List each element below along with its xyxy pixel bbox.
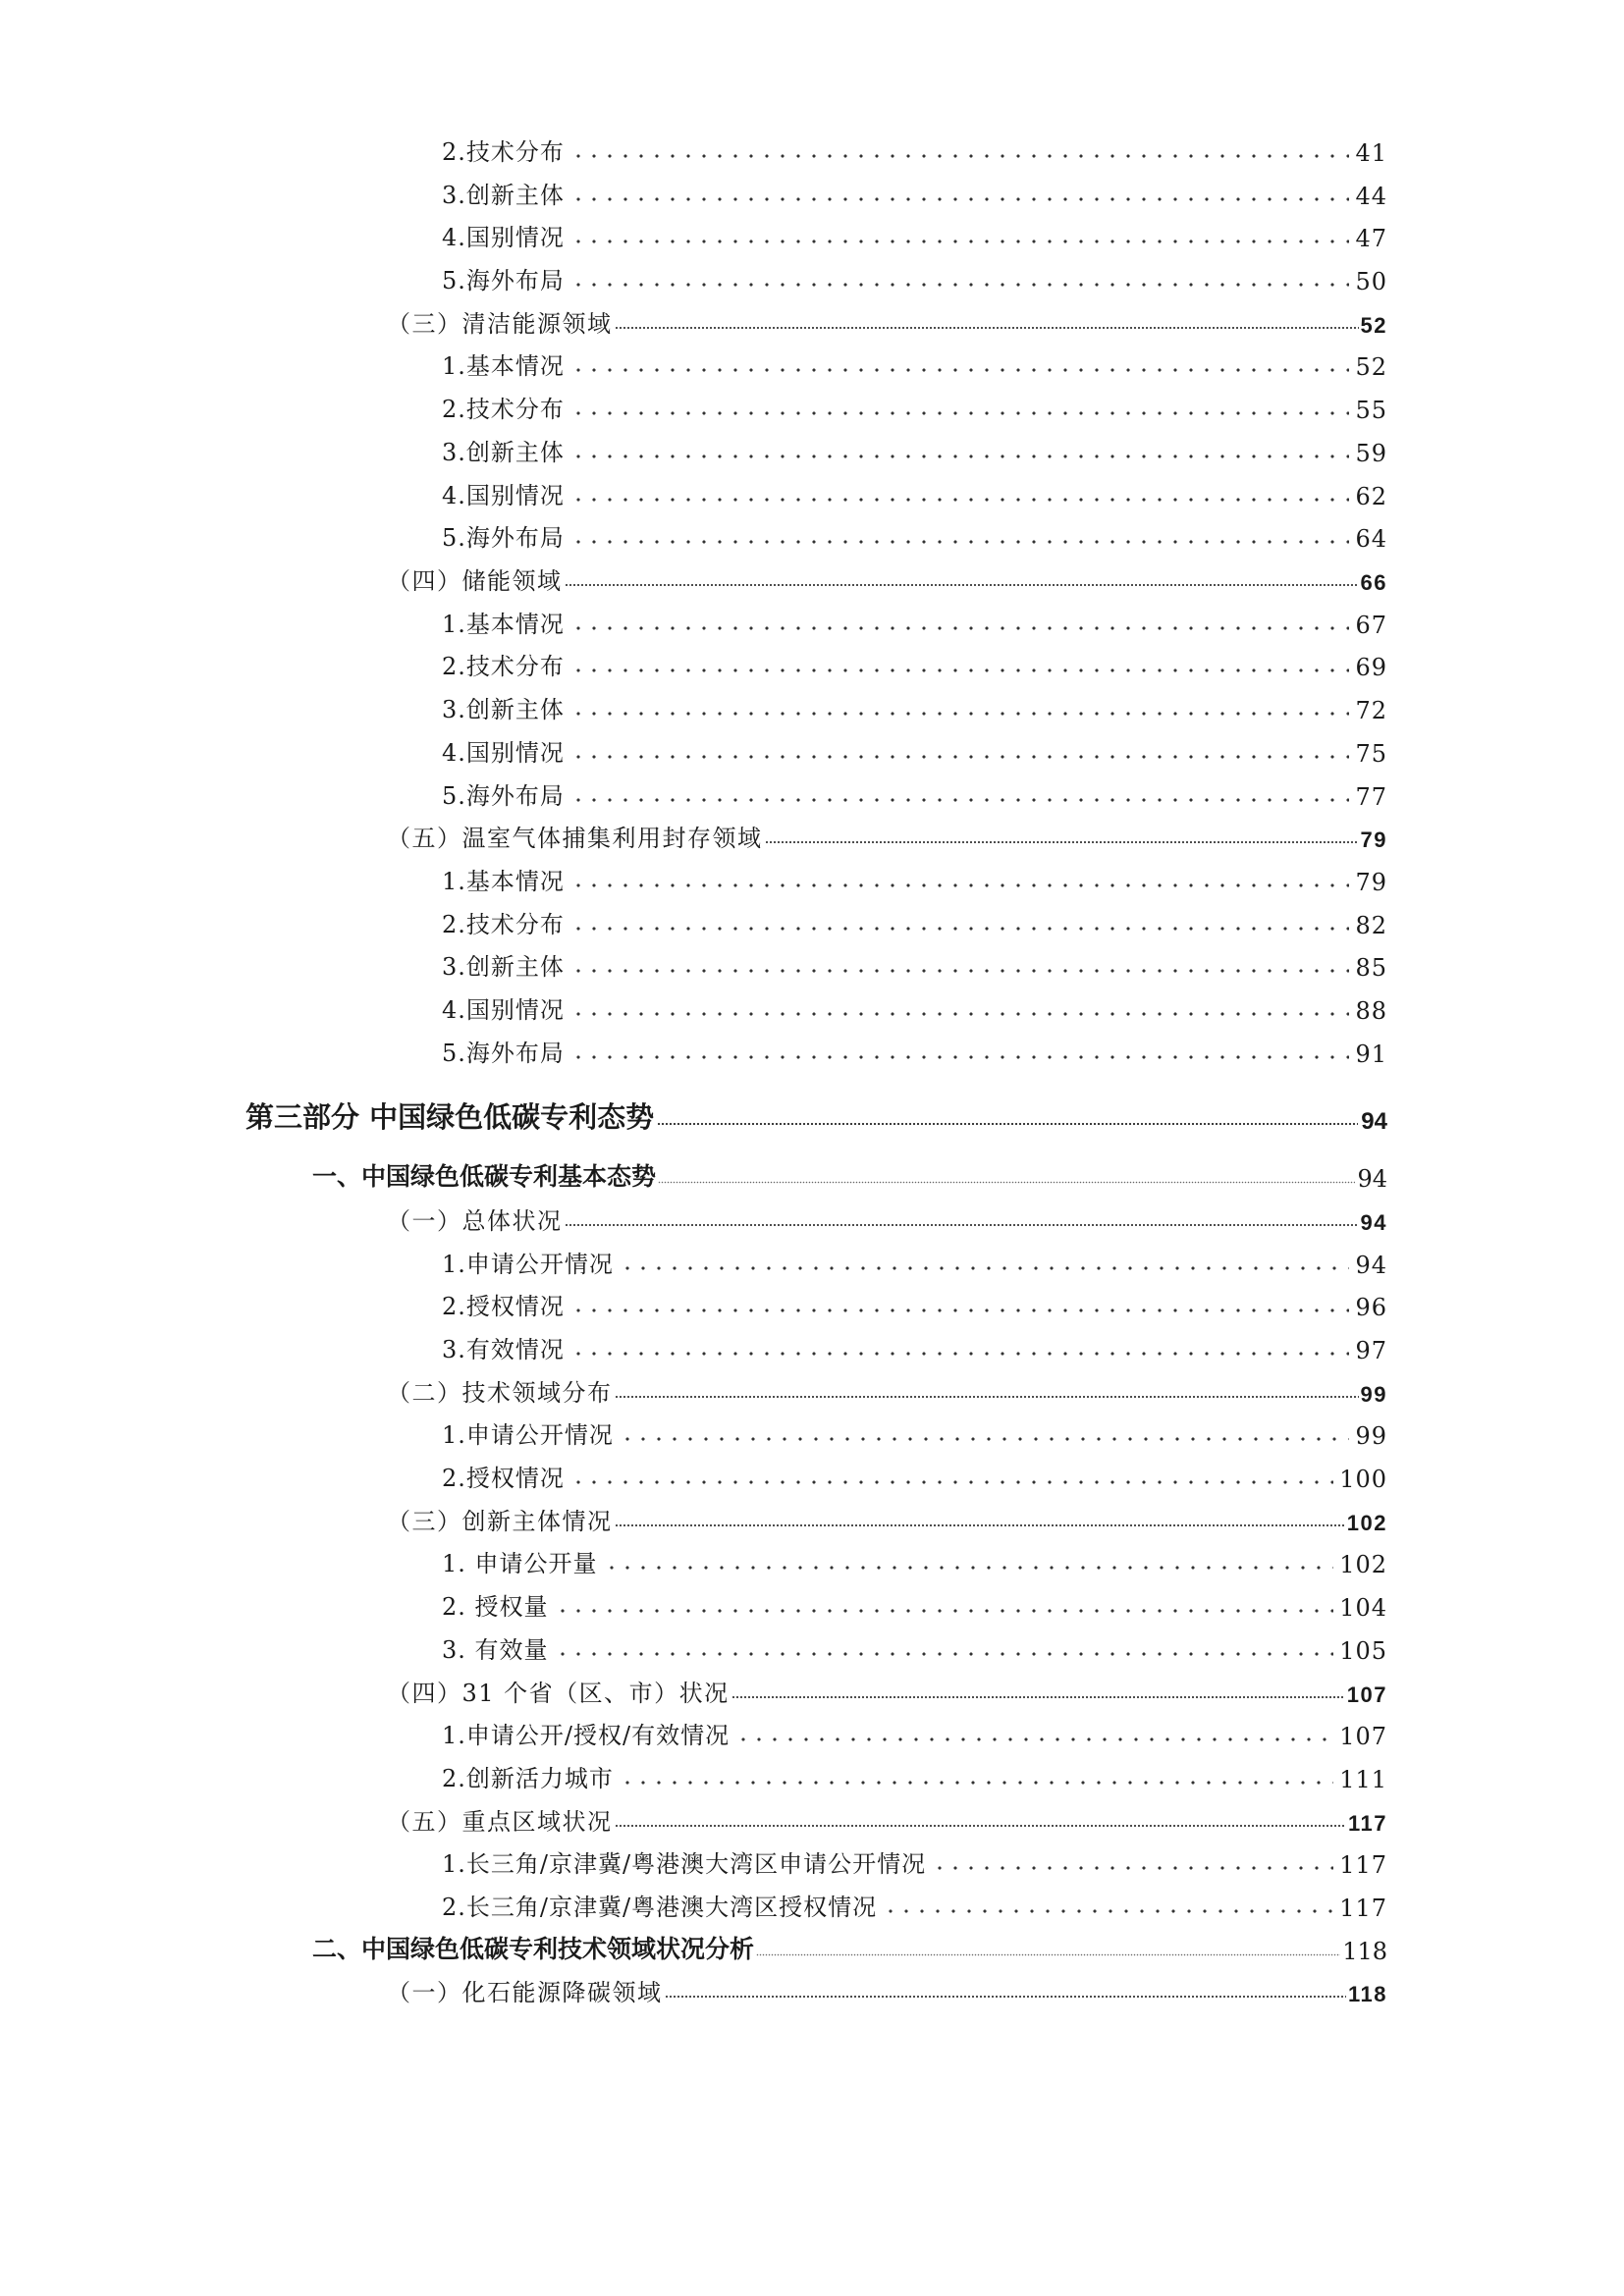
- toc-entry-title: 3. 有效量: [442, 1636, 549, 1664]
- toc-entry[interactable]: [442, 1711, 1387, 1750]
- dot-leader: [570, 454, 1350, 458]
- toc-entry[interactable]: [442, 385, 1387, 424]
- toc-entry[interactable]: [442, 1883, 1387, 1922]
- toc-entry-page-number: 59: [1355, 440, 1387, 467]
- toc-entry-page-number: 94: [1355, 1252, 1387, 1279]
- toc-entry-page-number: 75: [1355, 740, 1387, 768]
- toc-entry[interactable]: [387, 557, 1387, 596]
- dot-leader: [570, 411, 1350, 415]
- toc-entry-title: 2.技术分布: [442, 396, 565, 423]
- toc-entry-page-number: 77: [1355, 783, 1387, 811]
- dot-leader: [620, 1437, 1350, 1441]
- toc-entry-title: 二、中国绿色低碳专利技术领域状况分析: [312, 1936, 755, 1963]
- dot-leader: [570, 927, 1350, 931]
- toc-entry-page-number: 102: [1346, 1511, 1387, 1535]
- dot-leader: [932, 1866, 1333, 1870]
- dot-leader: [735, 1737, 1333, 1741]
- dot-leader: [570, 1352, 1350, 1356]
- dot-leader: [657, 1122, 1358, 1126]
- toc-entry-title: （五）温室气体捕集利用封存领域: [387, 825, 763, 852]
- toc-entry-title: 3.创新主体: [442, 696, 565, 723]
- toc-entry-page-number: 69: [1355, 654, 1387, 681]
- dot-leader: [620, 1781, 1333, 1785]
- toc-entry-page-number: 79: [1360, 828, 1387, 852]
- toc-entry[interactable]: [387, 1669, 1387, 1708]
- toc-entry[interactable]: [442, 1240, 1387, 1279]
- toc-entry-page-number: 117: [1339, 1895, 1387, 1922]
- toc-entry-page-number: 99: [1355, 1422, 1387, 1450]
- toc-entry-title: 2.授权情况: [442, 1293, 565, 1320]
- dot-leader: [570, 368, 1350, 372]
- toc-entry-title: 4.国别情况: [442, 739, 565, 767]
- toc-entry-page-number: 104: [1339, 1594, 1387, 1622]
- toc-entry-page-number: 52: [1355, 353, 1387, 381]
- toc-entry-page-number: 117: [1339, 1851, 1387, 1879]
- toc-entry[interactable]: [312, 1153, 1387, 1193]
- dot-leader: [620, 1266, 1350, 1270]
- toc-entry-page-number: 55: [1355, 397, 1387, 424]
- toc-entry[interactable]: [442, 1626, 1387, 1665]
- toc-entry[interactable]: [442, 986, 1387, 1025]
- dot-leader: [570, 197, 1350, 201]
- toc-entry-page-number: 97: [1355, 1337, 1387, 1364]
- toc-entry-page-number: 94: [1361, 1108, 1387, 1135]
- toc-entry[interactable]: [442, 1582, 1387, 1622]
- toc-entry-title: 3.创新主体: [442, 439, 565, 466]
- toc-entry-page-number: 96: [1355, 1294, 1387, 1321]
- toc-entry-title: 第三部分 中国绿色低碳专利态势: [245, 1100, 655, 1134]
- toc-entry[interactable]: [442, 600, 1387, 639]
- toc-entry[interactable]: [387, 1497, 1387, 1536]
- dot-leader: [615, 1395, 1359, 1399]
- toc-entry[interactable]: [442, 471, 1387, 510]
- dot-leader: [570, 668, 1350, 672]
- dot-leader: [565, 1223, 1359, 1227]
- toc-entry-title: 1.长三角/京津冀/粤港澳大湾区申请公开情况: [442, 1850, 927, 1878]
- dot-leader: [570, 626, 1350, 630]
- toc-entry[interactable]: [387, 299, 1387, 339]
- toc-entry-page-number: 47: [1355, 225, 1387, 252]
- toc-entry[interactable]: [442, 642, 1387, 681]
- toc-entry[interactable]: [387, 814, 1387, 853]
- dot-leader: [570, 712, 1350, 716]
- toc-entry-title: 1. 申请公开量: [442, 1550, 598, 1577]
- toc-entry-title: 2.长三角/京津冀/粤港澳大湾区授权情况: [442, 1894, 878, 1921]
- toc-entry-title: 2.技术分布: [442, 911, 565, 938]
- toc-entry-title: （二）技术领域分布: [387, 1379, 613, 1407]
- toc-entry[interactable]: [442, 1454, 1387, 1493]
- toc-entry[interactable]: [442, 342, 1387, 381]
- dot-leader: [570, 240, 1350, 243]
- toc-entry-title: 4.国别情况: [442, 482, 565, 509]
- toc-entry[interactable]: [442, 256, 1387, 295]
- toc-entry-page-number: 94: [1357, 1165, 1387, 1193]
- toc-entry-page-number: 52: [1360, 313, 1387, 338]
- toc-entry-title: 2.授权情况: [442, 1465, 565, 1492]
- toc-entry-page-number: 64: [1355, 525, 1387, 553]
- toc-entry[interactable]: [442, 857, 1387, 896]
- toc-entry[interactable]: [245, 1091, 1387, 1136]
- toc-entry-title: 1.申请公开情况: [442, 1251, 614, 1278]
- dot-leader: [604, 1566, 1334, 1570]
- dot-leader: [570, 1012, 1350, 1016]
- toc-entry[interactable]: [442, 1840, 1387, 1879]
- toc-entry[interactable]: [312, 1926, 1387, 1965]
- toc-entry-page-number: 41: [1355, 139, 1387, 167]
- dot-leader: [570, 798, 1350, 802]
- toc-entry-page-number: 62: [1355, 483, 1387, 510]
- toc-entry-page-number: 50: [1355, 268, 1387, 295]
- toc-entry-title: 2. 授权量: [442, 1593, 549, 1621]
- dot-leader: [555, 1609, 1334, 1613]
- toc-entry-title: 3.有效情况: [442, 1336, 565, 1363]
- toc-entry-title: 5.海外布局: [442, 782, 565, 810]
- toc-entry-title: （一）化石能源降碳领域: [387, 1979, 663, 2006]
- toc-entry[interactable]: [387, 1197, 1387, 1236]
- toc-entry-title: 3.创新主体: [442, 953, 565, 981]
- toc-entry[interactable]: [442, 685, 1387, 724]
- toc-entry-title: 1.申请公开情况: [442, 1421, 614, 1449]
- toc-entry-title: 2.技术分布: [442, 138, 565, 166]
- toc-entry-title: 2.技术分布: [442, 653, 565, 680]
- dot-leader: [555, 1652, 1334, 1656]
- toc-entry-title: 5.海外布局: [442, 1040, 565, 1067]
- dot-leader: [570, 1480, 1333, 1484]
- toc-entry-page-number: 102: [1339, 1551, 1387, 1578]
- toc-entry[interactable]: [387, 1797, 1387, 1837]
- toc-entry-page-number: 72: [1355, 697, 1387, 724]
- toc-entry-title: （四）31 个省（区、市）状况: [387, 1680, 730, 1707]
- toc-entry-page-number: 88: [1355, 997, 1387, 1025]
- dot-leader: [658, 1180, 1355, 1184]
- dot-leader: [731, 1695, 1345, 1699]
- toc-entry[interactable]: [442, 900, 1387, 939]
- toc-entry[interactable]: [442, 213, 1387, 252]
- dot-leader: [570, 540, 1350, 544]
- toc-entry-title: 1.基本情况: [442, 352, 565, 380]
- toc-entry[interactable]: [442, 128, 1387, 167]
- toc-entry-page-number: 117: [1348, 1811, 1387, 1836]
- dot-leader: [570, 755, 1350, 759]
- toc-entry-title: （三）清洁能源领域: [387, 310, 613, 338]
- dot-leader: [756, 1952, 1340, 1956]
- toc-entry-title: 1.基本情况: [442, 611, 565, 638]
- toc-entry-page-number: 118: [1348, 1982, 1387, 2006]
- toc-entry[interactable]: [442, 1282, 1387, 1321]
- toc-entry-title: 1.基本情况: [442, 868, 565, 895]
- toc-entry-title: 4.国别情况: [442, 996, 565, 1024]
- dot-leader: [570, 154, 1350, 158]
- toc-entry-page-number: 44: [1355, 183, 1387, 210]
- toc-entry-title: （三）创新主体情况: [387, 1508, 613, 1535]
- toc-entry-page-number: 107: [1346, 1682, 1387, 1707]
- toc-entry-title: 5.海外布局: [442, 267, 565, 294]
- dot-leader: [665, 1995, 1347, 1999]
- toc-entry[interactable]: [387, 1968, 1387, 2007]
- toc-entry-title: （四）储能领域: [387, 567, 563, 595]
- dot-leader: [570, 883, 1350, 887]
- toc-entry-page-number: 67: [1355, 612, 1387, 639]
- toc-entry[interactable]: [442, 728, 1387, 768]
- toc-entry-title: 5.海外布局: [442, 524, 565, 552]
- toc-entry-page-number: 82: [1355, 912, 1387, 939]
- dot-leader: [615, 1523, 1345, 1527]
- toc-entry[interactable]: [442, 1411, 1387, 1450]
- toc-entry-title: （一）总体状况: [387, 1207, 563, 1235]
- toc-entry-page-number: 111: [1339, 1766, 1387, 1793]
- toc-entry[interactable]: [442, 1325, 1387, 1364]
- toc-entry-title: （五）重点区域状况: [387, 1808, 613, 1836]
- toc-entry-title: 4.国别情况: [442, 224, 565, 251]
- toc-entry-title: 1.申请公开/授权/有效情况: [442, 1722, 731, 1749]
- toc-entry-page-number: 91: [1355, 1041, 1387, 1068]
- toc-entry-page-number: 118: [1342, 1938, 1387, 1965]
- toc-entry-page-number: 85: [1355, 954, 1387, 982]
- toc-entry-page-number: 66: [1360, 570, 1387, 595]
- toc-entry-page-number: 105: [1339, 1637, 1387, 1665]
- dot-leader: [570, 1308, 1350, 1312]
- toc-entry-page-number: 107: [1339, 1723, 1387, 1750]
- toc-entry-title: 3.创新主体: [442, 182, 565, 209]
- dot-leader: [570, 969, 1350, 973]
- dot-leader: [615, 1824, 1347, 1828]
- dot-leader: [615, 326, 1359, 330]
- toc-entry[interactable]: [442, 428, 1387, 467]
- toc-entry[interactable]: [442, 942, 1387, 982]
- toc-entry[interactable]: [442, 1029, 1387, 1068]
- toc-entry[interactable]: [442, 513, 1387, 553]
- dot-leader: [570, 283, 1350, 287]
- dot-leader: [570, 1055, 1350, 1059]
- toc-entry-page-number: 100: [1339, 1466, 1387, 1493]
- toc-entry-title: 2.创新活力城市: [442, 1765, 614, 1792]
- toc-entry-page-number: 79: [1355, 869, 1387, 896]
- toc-entry[interactable]: [387, 1368, 1387, 1408]
- dot-leader: [765, 840, 1359, 844]
- dot-leader: [565, 583, 1359, 587]
- toc-entry-title: 一、中国绿色低碳专利基本态势: [312, 1163, 657, 1191]
- toc-entry[interactable]: [442, 171, 1387, 210]
- toc-entry[interactable]: [442, 1539, 1387, 1578]
- toc-entry[interactable]: [442, 1754, 1387, 1793]
- toc-entry-page-number: 94: [1360, 1210, 1387, 1235]
- toc-entry-page-number: 99: [1360, 1382, 1387, 1407]
- dot-leader: [883, 1909, 1333, 1913]
- toc-entry[interactable]: [442, 772, 1387, 811]
- dot-leader: [570, 498, 1350, 502]
